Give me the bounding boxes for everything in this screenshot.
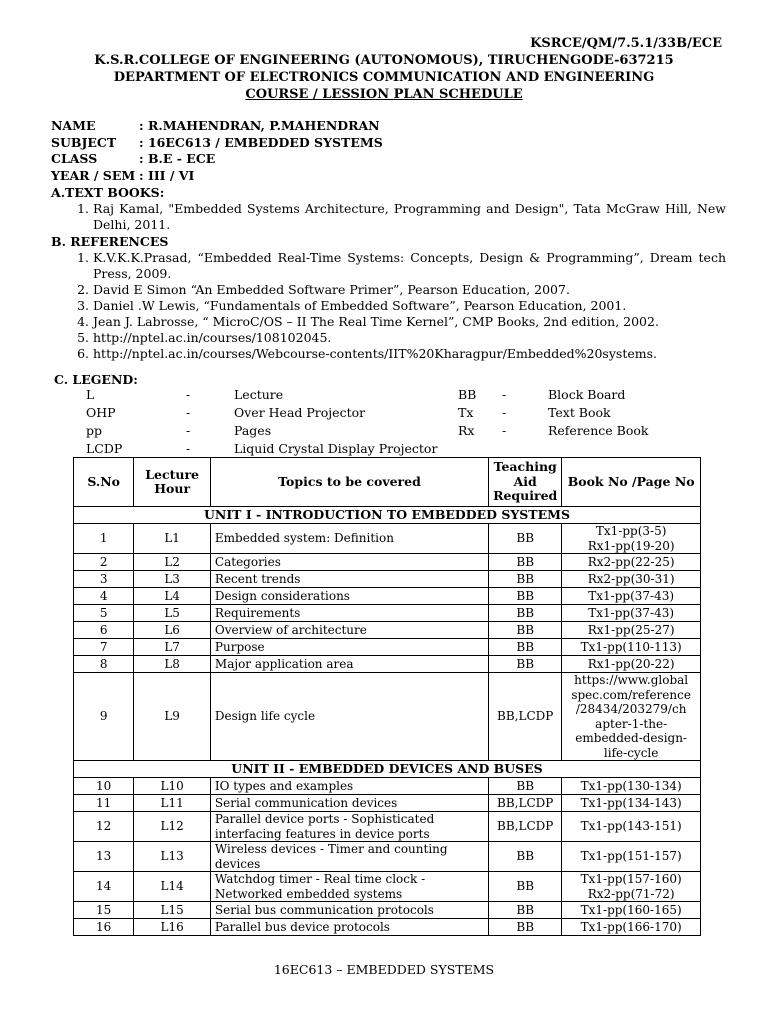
cell-book-page: Tx1-pp(160-165) (562, 902, 701, 919)
legend-dash: - (186, 386, 191, 402)
cell-teaching-aid: BB (489, 622, 562, 639)
info-row-subject (51, 135, 383, 152)
cell-topic: Purpose (210, 639, 488, 656)
table-row (74, 872, 701, 902)
info-label: YEAR / SEM (51, 167, 136, 183)
info-label: SUBJECT (51, 134, 117, 150)
list-item: 1. K.V.K.K.Prasad, “Embedded Real-Time Systems: Concepts, Design & Programming”, Dream tech Press, 2009. (93, 250, 726, 282)
table-row (74, 778, 701, 795)
cell-topic: Overview of architecture (210, 622, 488, 639)
cell-topic: Categories (210, 554, 488, 571)
cell-topic: Parallel device ports - Sophisticated interfacing features in device ports (210, 812, 488, 842)
department-name: DEPARTMENT OF ELECTRONICS COMMUNICATION AND ENGINEERING (113, 70, 655, 85)
table-row (74, 639, 701, 656)
cell-lecture-hour: L4 (134, 588, 211, 605)
list-item: 5. http://nptel.ac.in/courses/108102045. (93, 330, 726, 346)
cell-topic: Wireless devices - Timer and counting devices (210, 842, 488, 872)
cell-book-page: Rx2-pp(30-31) (562, 571, 701, 588)
legend-row (86, 440, 688, 458)
cell-teaching-aid: BB (489, 571, 562, 588)
cell-teaching-aid: BB (489, 639, 562, 656)
list-item: 6. http://nptel.ac.in/courses/Webcourse-contents/IIT%20Kharagpur/Embedded%20systems. (93, 346, 726, 362)
table-row (74, 842, 701, 872)
cell-lecture-hour: L12 (134, 812, 211, 842)
table-header-row (74, 458, 701, 507)
cell-book-page: Tx1-pp(110-113) (562, 639, 701, 656)
header-teaching-aid: Teaching Aid Required (489, 458, 562, 507)
list-item: 2. David E Simon “An Embedded Software Primer”, Pearson Education, 2007. (93, 282, 726, 298)
cell-topic: Parallel bus device protocols (210, 919, 488, 936)
info-value: : B.E - ECE (139, 151, 216, 166)
table-row (74, 902, 701, 919)
cell-topic: Serial bus communication protocols (210, 902, 488, 919)
unit-title: UNIT II - EMBEDDED DEVICES AND BUSES (74, 761, 701, 778)
legend-abbr: Tx (458, 404, 474, 420)
legend-meaning: Liquid Crystal Display Projector (234, 440, 438, 456)
cell-teaching-aid: BB,LCDP (489, 812, 562, 842)
cell-sno: 8 (74, 656, 134, 673)
table-row (74, 571, 701, 588)
cell-teaching-aid: BB (489, 902, 562, 919)
cell-lecture-hour: L1 (134, 524, 211, 554)
table-row (74, 605, 701, 622)
cell-sno: 7 (74, 639, 134, 656)
cell-sno: 13 (74, 842, 134, 872)
cell-sno: 3 (74, 571, 134, 588)
cell-topic: Design considerations (210, 588, 488, 605)
cell-topic: Watchdog timer - Real time clock - Networked embedded systems (210, 872, 488, 902)
list-item: 1. Raj Kamal, "Embedded Systems Architecture, Programming and Design", Tata McGraw Hill, New Delhi, 2011. (93, 201, 726, 233)
cell-sno: 10 (74, 778, 134, 795)
cell-book-page: https://www.global spec.com/reference /28434/203279/ch apter-1-the- embedded-design- life-cycle (562, 673, 701, 761)
cell-book-page: Rx1-pp(25-27) (562, 622, 701, 639)
cell-teaching-aid: BB (489, 778, 562, 795)
cell-lecture-hour: L14 (134, 872, 211, 902)
cell-sno: 11 (74, 795, 134, 812)
cell-teaching-aid: BB (489, 524, 562, 554)
cell-teaching-aid: BB (489, 842, 562, 872)
legend-dash: - (186, 422, 191, 438)
info-row-class (51, 151, 383, 168)
legend-row (86, 386, 688, 404)
cell-lecture-hour: L3 (134, 571, 211, 588)
legend-meaning: Reference Book (548, 422, 649, 438)
table-row (74, 524, 701, 554)
cell-sno: 14 (74, 872, 134, 902)
cell-book-page: Tx1-pp(151-157) (562, 842, 701, 872)
cell-lecture-hour: L8 (134, 656, 211, 673)
cell-lecture-hour: L7 (134, 639, 211, 656)
books-section (51, 184, 726, 362)
cell-topic: IO types and examples (210, 778, 488, 795)
legend-row (86, 422, 688, 440)
table-row (74, 795, 701, 812)
references-list (51, 250, 726, 362)
legend-abbr: Rx (458, 422, 475, 438)
cell-book-page: Rx1-pp(20-22) (562, 656, 701, 673)
header-sno: S.No (74, 458, 134, 507)
legend-row (86, 404, 688, 422)
info-label: NAME (51, 118, 96, 133)
cell-sno: 15 (74, 902, 134, 919)
cell-sno: 12 (74, 812, 134, 842)
legend-meaning: Over Head Projector (234, 404, 366, 420)
cell-lecture-hour: L13 (134, 842, 211, 872)
cell-teaching-aid: BB (489, 605, 562, 622)
unit-row (74, 761, 701, 778)
legend-meaning: Lecture (234, 386, 284, 402)
cell-topic: Recent trends (210, 571, 488, 588)
cell-lecture-hour: L15 (134, 902, 211, 919)
legend-abbr: pp (86, 422, 103, 438)
cell-topic: Major application area (210, 656, 488, 673)
legend (86, 386, 688, 458)
cell-teaching-aid: BB (489, 588, 562, 605)
plan-title: COURSE / LESSION PLAN SCHEDULE (245, 87, 523, 102)
cell-sno: 6 (74, 622, 134, 639)
document-code: KSRCE/QM/7.5.1/33B/ECE (530, 36, 722, 51)
legend-meaning: Text Book (548, 404, 611, 420)
legend-title: C. LEGEND: (54, 372, 138, 387)
cell-book-page: Tx1-pp(134-143) (562, 795, 701, 812)
info-label: CLASS (51, 151, 98, 166)
page-footer: 16EC613 – EMBEDDED SYSTEMS (273, 962, 495, 977)
cell-lecture-hour: L10 (134, 778, 211, 795)
cell-lecture-hour: L6 (134, 622, 211, 639)
cell-book-page: Tx1-pp(37-43) (562, 605, 701, 622)
table-row (74, 588, 701, 605)
legend-abbr: L (86, 386, 95, 402)
table-row (74, 554, 701, 571)
cell-topic: Design life cycle (210, 673, 488, 761)
unit-title: UNIT I - INTRODUCTION TO EMBEDDED SYSTEMS (74, 507, 701, 524)
header-book-page: Book No /Page No (562, 458, 701, 507)
legend-dash: - (186, 440, 191, 456)
unit-row (74, 507, 701, 524)
cell-lecture-hour: L2 (134, 554, 211, 571)
cell-sno: 2 (74, 554, 134, 571)
legend-abbr: LCDP (86, 440, 123, 456)
text-books-title: A.TEXT BOOKS: (51, 185, 165, 200)
cell-teaching-aid: BB,LCDP (489, 795, 562, 812)
document-header (0, 52, 768, 103)
cell-book-page: Tx1-pp(166-170) (562, 919, 701, 936)
table-row (74, 919, 701, 936)
cell-sno: 4 (74, 588, 134, 605)
course-info (51, 118, 383, 184)
info-value: : R.MAHENDRAN, P.MAHENDRAN (139, 118, 380, 133)
table-row (74, 673, 701, 761)
info-row-name (51, 118, 383, 135)
cell-lecture-hour: L16 (134, 919, 211, 936)
legend-meaning: Block Board (548, 386, 626, 402)
header-lecture-hour: Lecture Hour (134, 458, 211, 507)
cell-topic: Serial communication devices (210, 795, 488, 812)
legend-dash: - (502, 386, 507, 402)
list-item: 4. Jean J. Labrosse, “ MicroC/OS – II The Real Time Kernel”, CMP Books, 2nd edition, 2002. (93, 314, 726, 330)
cell-book-page: Tx1-pp(37-43) (562, 588, 701, 605)
info-row-year (51, 168, 383, 185)
cell-teaching-aid: BB (489, 656, 562, 673)
table-row (74, 812, 701, 842)
cell-lecture-hour: L11 (134, 795, 211, 812)
cell-lecture-hour: L9 (134, 673, 211, 761)
cell-topic: Embedded system: Definition (210, 524, 488, 554)
college-name: K.S.R.COLLEGE OF ENGINEERING (AUTONOMOUS), TIRUCHENGODE-637215 (94, 53, 674, 68)
table-body (74, 507, 701, 936)
text-books-list (51, 201, 726, 233)
legend-dash: - (186, 404, 191, 420)
header-topics: Topics to be covered (210, 458, 488, 507)
legend-abbr: OHP (86, 404, 116, 420)
lesson-plan-table (73, 457, 701, 936)
legend-meaning: Pages (234, 422, 272, 438)
legend-dash: - (502, 422, 507, 438)
cell-book-page: Tx1-pp(3-5) Rx1-pp(19-20) (562, 524, 701, 554)
cell-book-page: Tx1-pp(130-134) (562, 778, 701, 795)
legend-abbr: BB (458, 386, 477, 402)
cell-sno: 16 (74, 919, 134, 936)
table-row (74, 656, 701, 673)
cell-lecture-hour: L5 (134, 605, 211, 622)
legend-dash: - (502, 404, 507, 420)
cell-teaching-aid: BB (489, 872, 562, 902)
references-title: B. REFERENCES (51, 234, 169, 249)
table-row (74, 622, 701, 639)
cell-book-page: Rx2-pp(22-25) (562, 554, 701, 571)
cell-teaching-aid: BB,LCDP (489, 673, 562, 761)
list-item: 3. Daniel .W Lewis, “Fundamentals of Embedded Software”, Pearson Education, 2001. (93, 298, 726, 314)
cell-sno: 5 (74, 605, 134, 622)
cell-topic: Requirements (210, 605, 488, 622)
info-value: : 16EC613 / EMBEDDED SYSTEMS (139, 134, 383, 150)
info-value: : III / VI (139, 167, 195, 183)
cell-book-page: Tx1-pp(143-151) (562, 812, 701, 842)
cell-book-page: Tx1-pp(157-160) Rx2-pp(71-72) (562, 872, 701, 902)
cell-sno: 1 (74, 524, 134, 554)
cell-sno: 9 (74, 673, 134, 761)
cell-teaching-aid: BB (489, 554, 562, 571)
cell-teaching-aid: BB (489, 919, 562, 936)
